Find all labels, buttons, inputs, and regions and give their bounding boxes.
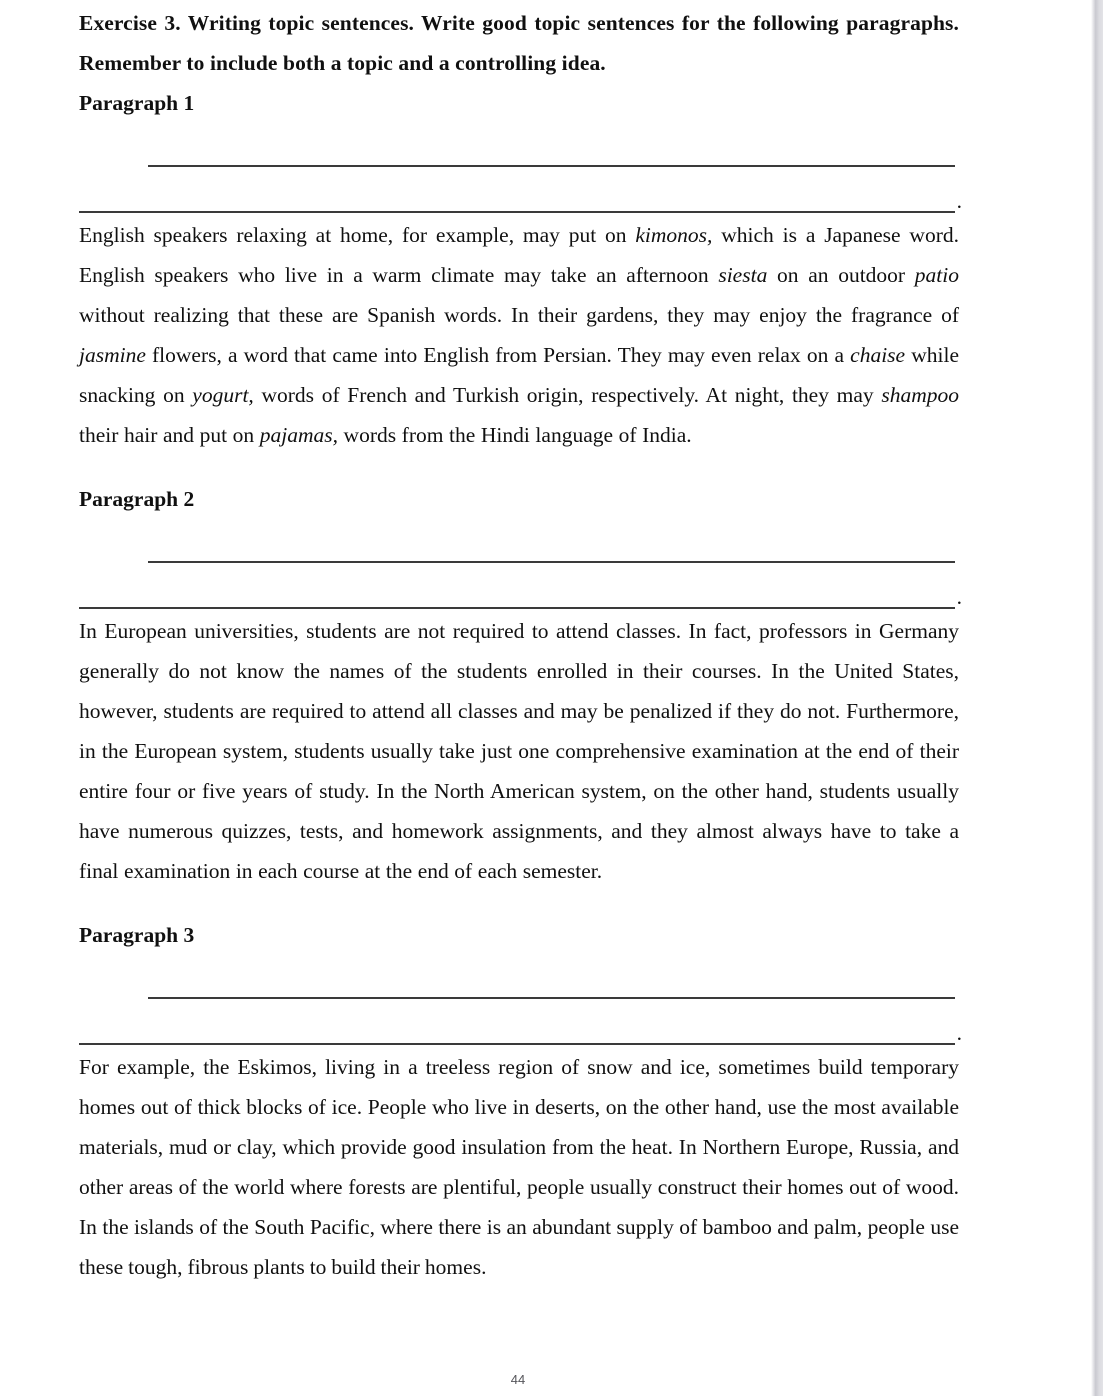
- document-content: [79, 0, 962, 1287]
- spacer-after-paragraph-2: [79, 891, 959, 915]
- answer-rule-line-2[interactable]: [79, 1043, 955, 1045]
- spacer-after-paragraph-1: [79, 455, 959, 479]
- paragraph-2-label: Paragraph 2: [79, 487, 195, 511]
- answer-rule-line-1[interactable]: [148, 165, 955, 167]
- answer-rule-line-2[interactable]: [79, 211, 955, 213]
- answer-rule-line-1[interactable]: [148, 561, 955, 563]
- paragraph-1-body: English speakers relaxing at home, for example, may put on kimonos, which is a Japanese word. English speakers who live in a warm climate may take an afternoon siesta on an outdoor patio without realizing that these are Spanish words. In their gardens, they may enjoy the fragrance of jasmine flowers, a word that came into English from Persian. They may even relax on a chaise while snacking on yogurt, words of French and Turkish origin, respectively. At night, they may shampoo their hair and put on pajamas, words from the Hindi language of India.: [79, 223, 960, 447]
- answer-rule-period: .: [956, 1021, 962, 1045]
- paragraph-2-answer-lines[interactable]: [79, 519, 962, 611]
- paragraph-2-body: In European universities, students are not required to attend classes. In fact, professors in Germany generally do not know the names of the students enrolled in their courses. In the United States, however, students are required to attend all classes and may be penalized if they do not. Furthermore, in the European system, students usually take just one comprehensive examination at the end of their entire four or five years of study. In the North American system, on the other hand, students usually have numerous quizzes, tests, and homework assignments, and they almost always have to take a final examination in each course at the end of each semester.: [79, 619, 959, 883]
- paragraph-3-answer-lines[interactable]: [79, 955, 962, 1047]
- page-number: 44: [510, 1372, 526, 1387]
- answer-rule-line-1[interactable]: [148, 997, 955, 999]
- paragraph-1-label: Paragraph 1: [79, 91, 195, 115]
- answer-rule-period: .: [956, 189, 962, 213]
- answer-rule-line-2[interactable]: [79, 607, 955, 609]
- paragraph-3-body: For example, the Eskimos, living in a treeless region of snow and ice, sometimes build temporary homes out of thick blocks of ice. People who live in deserts, on the other hand, use the most available materials, mud or clay, which provide good insulation from the heat. In Northern Europe, Russia, and other areas of the world where forests are plentiful, people usually construct their homes out of wood. In the islands of the South Pacific, where there is an abundant supply of bamboo and palm, people use these tough, fibrous plants to build their homes.: [79, 1055, 959, 1279]
- exercise-heading: Exercise 3. Writing topic sentences. Write good topic sentences for the following paragraphs. Remember to include both a topic and a controlling idea.: [79, 11, 959, 75]
- paragraph-3-label: Paragraph 3: [79, 923, 195, 947]
- answer-rule-period: .: [956, 585, 962, 609]
- paragraph-1-answer-lines[interactable]: [79, 123, 962, 215]
- page-edge-shadow: [1091, 0, 1103, 1396]
